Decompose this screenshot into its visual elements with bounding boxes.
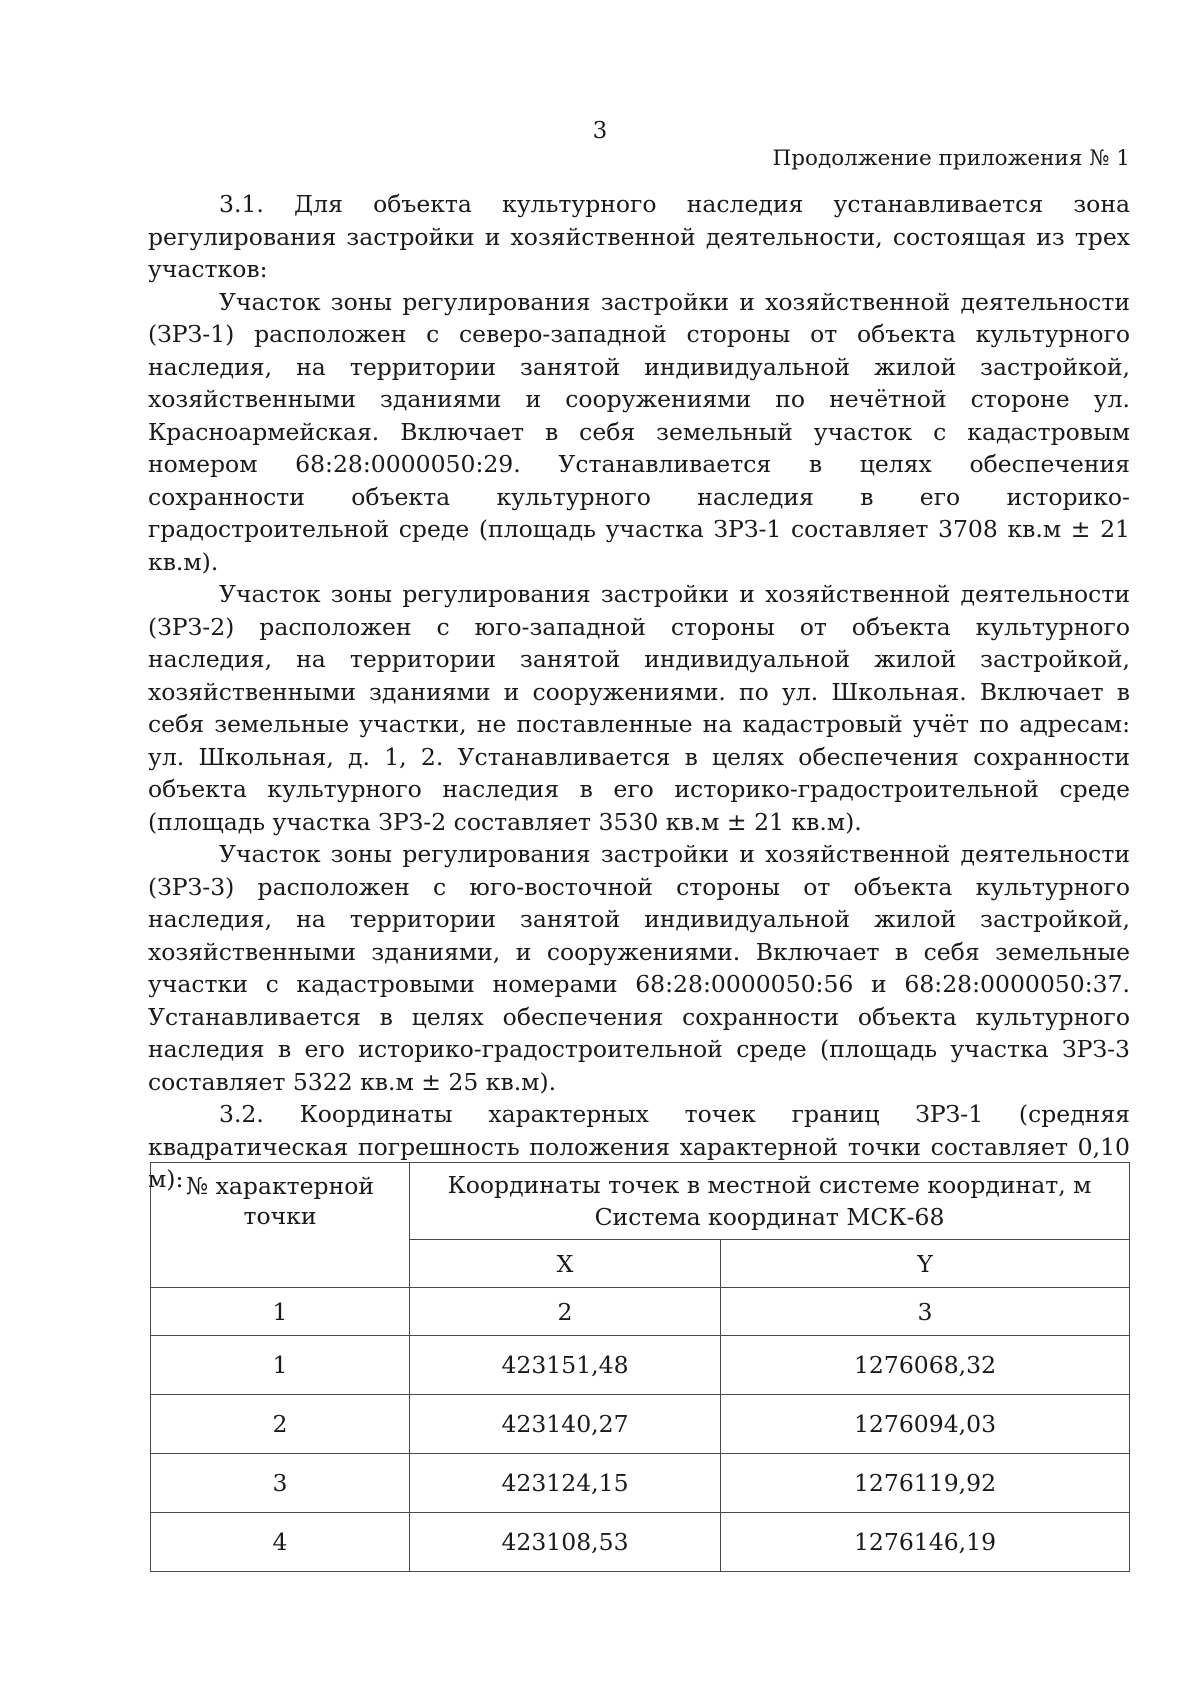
coord-y: 1276068,32 [721,1336,1130,1395]
coord-y: 1276119,92 [721,1454,1130,1513]
coord-x: 423124,15 [410,1454,721,1513]
coordinates-table [150,1162,1130,1572]
coord-x: 423108,53 [410,1513,721,1572]
paragraph-zrz-3: Участок зоны регулирования застройки и хозяйственной деятельности (ЗРЗ-3) расположен с юго-восточной стороны от объекта культурного наследия, на территории занятой индивидуальной жилой застройкой, хозяйственными зданиями, и сооружениями. Включает в себя земельные участки с кадастровыми номерами 68:28:0000050:56 и 68:28:0000050:37. Устанавливается в целях обеспечения сохранности объекта культурного наследия в его историко-градостроительной среде (площадь участка ЗРЗ-3 составляет 5322 кв.м ± 25 кв.м). [148,840,1130,1096]
paragraph-3-1: 3.1. Для объекта культурного наследия устанавливается зона регулирования застройки и хозяйственной деятельности, состоящая из трех участков: [148,190,1130,283]
appendix-note: Продолжение приложения № 1 [772,146,1130,171]
column-number: 3 [721,1288,1130,1336]
header-point-number: № характерной точки [151,1163,410,1288]
coord-x: 423140,27 [410,1395,721,1454]
paragraph-zrz-2: Участок зоны регулирования застройки и хозяйственной деятельности (ЗРЗ-2) расположен с юго-западной стороны от объекта культурного наследия, на территории занятой индивидуальной жилой застройкой, хозяйственными зданиями и сооружениями. по ул. Школьная. Включает в себя земельные участки, не поставленные на кадастровый учёт по адресам: ул. Школьная, д. 1, 2. Устанавливается в целях обеспечения сохранности объекта культурного наследия в его историко-градостроительной среде (площадь участка ЗРЗ-2 составляет 3530 кв.м ± 21 кв.м). [148,580,1130,836]
point-number: 4 [151,1513,410,1572]
paragraph-3-2: 3.2. Координаты характерных точек границ ЗРЗ-1 (средняя квадратическая погрешность положения характерной точки составляет 0,10 м): [148,1100,1130,1193]
table-header-row [151,1163,1130,1240]
table-row [151,1454,1130,1513]
column-number: 2 [410,1288,721,1336]
coord-x: 423151,48 [410,1336,721,1395]
header-coordinates-line1: Координаты точек в местной системе координат, м [447,1171,1092,1199]
column-number: 1 [151,1288,410,1336]
paragraph-zrz-1: Участок зоны регулирования застройки и хозяйственной деятельности (ЗРЗ-1) расположен с северо-западной стороны от объекта культурного наследия, на территории занятой индивидуальной жилой застройкой, хозяйственными зданиями и сооружениями по нечётной стороне ул. Красноармейская. Включает в себя земельный участок с кадастровым номером 68:28:0000050:29. Устанавливается в целях обеспечения сохранности объекта культурного наследия в его историко-градостроительной среде (площадь участка ЗРЗ-1 составляет 3708 кв.м ± 21 кв.м). [148,287,1130,576]
table-row [151,1513,1130,1572]
header-x: X [410,1240,721,1288]
coord-y: 1276094,03 [721,1395,1130,1454]
table-column-numbering-row [151,1288,1130,1336]
table-row [151,1336,1130,1395]
header-coordinates-line2: Система координат МСК-68 [594,1203,945,1231]
table-row [151,1395,1130,1454]
document-body [148,188,1130,1196]
point-number: 3 [151,1454,410,1513]
point-number: 1 [151,1336,410,1395]
coord-y: 1276146,19 [721,1513,1130,1572]
page-number: 3 [592,118,608,144]
header-y: Y [721,1240,1130,1288]
header-coordinates [410,1163,1130,1240]
point-number: 2 [151,1395,410,1454]
